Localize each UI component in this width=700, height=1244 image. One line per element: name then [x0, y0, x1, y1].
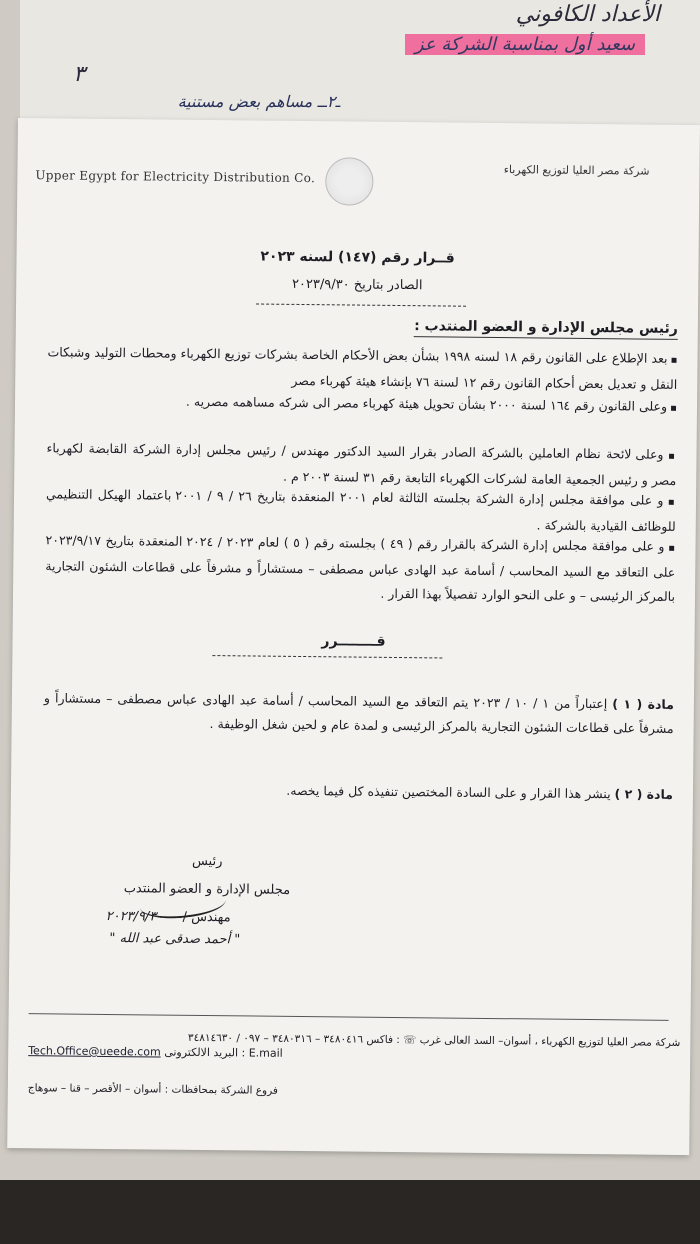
company-logo [325, 157, 374, 206]
signature-position: مجلس الإدارة و العضو المنتدب [123, 881, 291, 898]
footer-divider [29, 1013, 669, 1021]
decision-document [7, 118, 700, 1155]
handwritten-note-line4: ـ٢ــ مساهم بعض مستنية [177, 92, 340, 111]
recital-5: ▪ و على موافقة مجلس إدارة الشركة بالقرار رقم ( ٤٩ ) بجلسته رقم ( ٥ ) لعام ٢٠٢٣ / ٢٠٢٤ المنعقدة بتاريخ ٢٠٢٣/٩/١٧ على التعاقد مع السيد المحاسب / أسامة عبد الهادى عباس مصطفى – مستشاراً و مشرفاً على قطاعات الشئون التجارية بالمركز الرئيسى – و على النحو الوارد تفصيلاً بهذا القرار . [45, 528, 676, 609]
signature-date: ٢٠٢٣/٩/٣٠ [105, 908, 164, 925]
signature-title: رئيس [191, 853, 223, 870]
handwritten-note-number: ٣ [73, 62, 85, 87]
article-2-text: ينشر هذا القرار و على السادة المختصين تنفيذه كل فيما يخصه. [286, 782, 611, 802]
divider [256, 304, 466, 307]
handwritten-note-highlight [405, 34, 645, 55]
handwritten-note-line1: الأعداد الكافوني [515, 2, 660, 27]
footer-branches: فروع الشركة بمحافظات : أسوان – الأقصر – قنا – سوهاج [27, 1082, 279, 1097]
footer-address: شركة مصر العليا لتوزيع الكهرباء ، أسوان– السد العالى غرب ☏ : فاكس ٣٤٨٠٤١٦ – ٣٤٨٠٣١٦ – ٠٩٧ / ٣٤٨١٤٦٣٠ [187, 1031, 681, 1049]
signature-engineer: مهندس / [182, 909, 231, 926]
company-name-ar: شركة مصر العليا لتوزيع الكهرباء [503, 163, 650, 178]
decides-heading: قــــــــرر [321, 633, 386, 650]
recital-2: ▪ وعلى القانون رقم ١٦٤ لسنة ٢٠٠٠ بشأن تحويل هيئة كهرباء مصر الى شركه مساهمه مصريه . [47, 388, 677, 421]
article-2-label: مادة ( ٢ ) [614, 786, 674, 802]
footer-email [28, 1044, 283, 1060]
signatory-name: " أحمد صدقى عبد الله " [109, 931, 241, 948]
email-link[interactable]: Tech.Office@ueede.com [28, 1044, 161, 1059]
divider [212, 655, 442, 658]
article-1-text: إعتباراً من ١ / ١٠ / ٢٠٢٣ يتم التعاقد مع السيد المحاسب / أسامة عبد الهادى عباس مصطفى – مستشاراً و مشرفاً على قطاعات الشئون التجارية بالمركز الرئيسى و لمدة عام و لحين شغل الوظيفة . [43, 690, 674, 736]
recital-4: ▪ و على موافقة مجلس إدارة الشركة بجلسته الثالثة لعام ٢٠٠١ المنعقدة بتاريخ ٢٦ / ٩ / ٢٠٠١ باعتماد الهيكل التنظيمي للوظائف القيادية بالشركة . [46, 482, 676, 539]
decision-title: قــرار رقم (١٤٧) لسنه ٢٠٢٣ [260, 248, 455, 267]
company-name-en: Upper Egypt for Electricity Distribution Co. [35, 168, 316, 186]
recital-3: ▪ وعلى لائحة نظام العاملين بالشركة الصادر بقرار السيد الدكتور مهندس / رئيس مجلس إدارة الشركة القابضة لكهرباء مصر و رئيس الجمعية العامة لشركات الكهرباء التابعة رقم ٣١ لسنة ٢٠٠٣ م . [46, 436, 676, 493]
article-1-label: مادة ( ١ ) [612, 696, 674, 712]
decision-date: الصادر بتاريخ ٢٠٢٣/٩/٣٠ [291, 276, 423, 294]
article-2 [43, 776, 673, 807]
highlighted-text: سعيد أول بمناسبة الشركة عز [405, 34, 645, 55]
background-surface [0, 1180, 700, 1244]
recital-1: ▪ بعد الإطلاع على القانون رقم ١٨ لسنه ١٩٩٨ بشأن بعض الأحكام الخاصة بشركات توزيع الكهرباء ومحطات التوليد وشبكات النقل و تعديل بعض أحكام القانون رقم ١٢ لسنة ٧٦ بإنشاء هيئة كهرباء مصر [47, 340, 677, 397]
email-label: البريد الالكترونى : E.mail [164, 1045, 283, 1060]
chair-heading: رئيس مجلس الإدارة و العضو المنتدب : [414, 318, 678, 340]
article-1 [44, 686, 674, 741]
scrap-paper [20, 0, 700, 135]
